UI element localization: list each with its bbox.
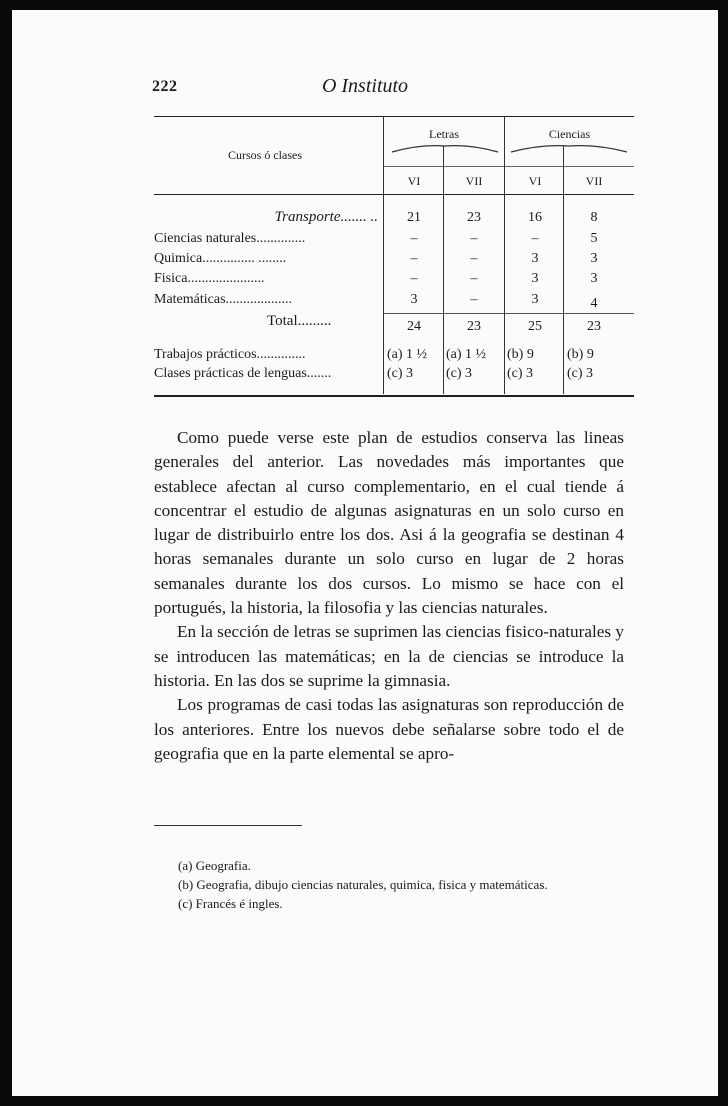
table-cell: 3 xyxy=(590,251,598,266)
table-cell: 21 xyxy=(407,210,421,225)
table-cell: 8 xyxy=(590,210,598,225)
total-cell: 25 xyxy=(528,319,542,334)
footnote: (c) Francés é ingles. xyxy=(178,896,283,911)
table-cell: 5 xyxy=(590,231,598,246)
paragraph: Como puede verse este plan de estudios conserva las lineas generales del anterior. Las novedades más importantes que establece afectan al curso complementario, en el cual tiende á concentrar el estudio de algunas asignaturas en un solo curso en lugar de distribuirlo entre los dos. Asi á la geografia se destinan 4 horas semanales durante un solo curso en lugar de 2 horas semanales durante los dos cursos. Lo mismo se hace con el portugués, la historia, la filosofia y las ciencias naturales. xyxy=(154,428,624,618)
table-cell: 23 xyxy=(467,210,481,225)
table-bottom-rule xyxy=(154,395,634,397)
table-cell: (a) 1 ½ xyxy=(387,347,428,362)
row-label-clases: Clases prácticas de lenguas....... xyxy=(154,366,332,381)
table-cell: – xyxy=(410,251,418,266)
subcol-header: VII xyxy=(465,174,483,188)
total-cell: 24 xyxy=(407,319,421,334)
paragraph: En la sección de letras se suprimen las ciencias fisico-naturales y se introducen las matemáticas; en la de ciencias se introduce la historia. En las dos se suprime la gimnasia. xyxy=(154,622,624,690)
paragraph: Los programas de casi todas las asignaturas son reproducción de los anteriores. Entre los nuevos debe señalarse sobre todo el de geografia que en la parte elemental se apro- xyxy=(154,695,624,763)
subheader-rule xyxy=(384,166,634,167)
table-cell: – xyxy=(410,271,418,286)
running-header xyxy=(12,75,718,105)
table-cell: – xyxy=(410,231,418,246)
table-cell: (c) 3 xyxy=(446,366,473,381)
footnote-rule xyxy=(154,825,302,826)
table-cell: – xyxy=(470,231,478,246)
table-cell: 3 xyxy=(531,251,539,266)
table-cell: – xyxy=(531,231,539,246)
footnote: (b) Geografia, dibujo ciencias naturales, quimica, fisica y matemáticas. xyxy=(178,877,548,892)
table-cell: (c) 3 xyxy=(507,366,534,381)
table-cell: 3 xyxy=(531,271,539,286)
table-header-rule xyxy=(154,194,634,195)
row-label-transporte: Transporte....... .. xyxy=(274,209,378,225)
table-cell: 3 xyxy=(590,271,598,286)
table-cell: (c) 3 xyxy=(387,366,414,381)
table-cell: – xyxy=(470,251,478,266)
subcol-header: VI xyxy=(407,174,421,188)
table-cell: (c) 3 xyxy=(567,366,594,381)
subcol-header: VII xyxy=(585,174,603,188)
body-text xyxy=(154,426,624,766)
table-cell: – xyxy=(470,292,478,307)
letras-brace-icon xyxy=(390,142,500,154)
group-header-ciencias: Ciencias xyxy=(548,127,591,141)
table-cell: (a) 1 ½ xyxy=(446,347,487,362)
table-cell: (b) 9 xyxy=(507,347,534,362)
footnote: (a) Geografia. xyxy=(178,858,251,873)
row-header-label: Cursos ó clases xyxy=(228,148,302,162)
row-label: Ciencias naturales.............. xyxy=(154,231,306,246)
table-cell: (b) 9 xyxy=(567,347,594,362)
subtotal-rule xyxy=(384,313,634,314)
table-top-rule xyxy=(154,116,634,117)
table-cell: 4 xyxy=(590,296,598,311)
table-cell: 3 xyxy=(531,292,539,307)
running-title: O Instituto xyxy=(321,75,409,97)
row-label: Matemáticas................... xyxy=(154,292,293,307)
page-number: 222 xyxy=(152,78,178,95)
total-cell: 23 xyxy=(467,319,481,334)
row-label-trabajos: Trabajos prácticos.............. xyxy=(154,347,306,362)
group-header-letras: Letras xyxy=(429,127,459,141)
total-cell: 23 xyxy=(587,319,601,334)
row-label: Quimica............... ........ xyxy=(154,251,287,266)
table-cell: 3 xyxy=(410,292,418,307)
page xyxy=(12,10,718,1096)
table-cell: – xyxy=(470,271,478,286)
table-cell: 16 xyxy=(528,210,542,225)
ciencias-brace-icon xyxy=(509,142,629,154)
row-label: Fisica...................... xyxy=(154,271,265,286)
total-label: Total......... xyxy=(267,313,332,329)
subcol-header: VI xyxy=(528,174,542,188)
footnotes xyxy=(154,856,624,913)
